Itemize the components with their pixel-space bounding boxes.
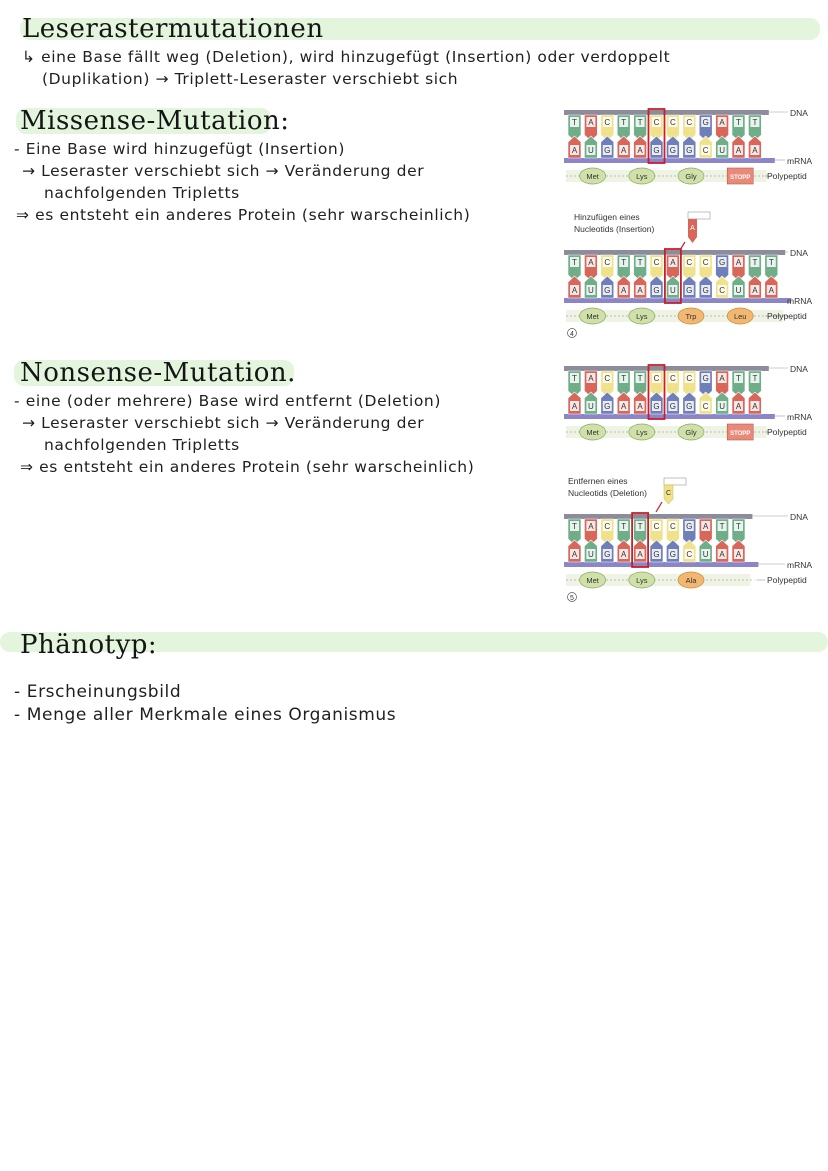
text-line: - eine (oder mehrere) Base wird entfernt (Deletion): [14, 392, 441, 410]
polypeptid-label: Polypeptid: [767, 575, 807, 585]
text-line: nachfolgenden Tripletts: [44, 436, 240, 454]
mrna-base-letter: A: [735, 402, 742, 411]
dna-base-letter: T: [736, 374, 741, 383]
section-title-phaenotyp: Phänotyp:: [20, 630, 158, 660]
amino-acid-label: Met: [586, 312, 599, 321]
dna-base-letter: T: [736, 522, 741, 531]
dna-base-letter: A: [719, 118, 725, 127]
mrna-base-letter: G: [653, 146, 660, 155]
polypeptid-label: Polypeptid: [767, 171, 807, 181]
dna-base-letter: T: [637, 118, 643, 127]
mrna-base-letter: A: [571, 550, 578, 559]
dna-base-letter: C: [653, 374, 660, 383]
text-line: → Leseraster verschiebt sich → Veränderung der: [22, 162, 425, 180]
dna-base-letter: A: [588, 258, 594, 267]
text-line: → Leseraster verschiebt sich → Veränderung der: [22, 414, 425, 432]
dna-base-letter: C: [604, 118, 611, 127]
dna-base-letter: A: [588, 522, 594, 531]
mrna-base-letter: U: [735, 286, 742, 295]
dna-label: DNA: [790, 364, 808, 374]
dna-base-letter: A: [588, 374, 594, 383]
mrna-base-letter: G: [686, 146, 693, 155]
amino-acid-label: Lys: [636, 312, 648, 321]
mrna-base-letter: G: [669, 550, 677, 559]
dna-base-letter: C: [653, 522, 660, 531]
mrna-base-letter: A: [637, 146, 643, 155]
text-line: - Erscheinungsbild: [14, 682, 182, 702]
removed-base-flag: [664, 478, 686, 485]
mrna-strand: [564, 562, 758, 567]
text-line: - Eine Base wird hinzugefügt (Insertion): [14, 140, 346, 158]
deletion-arrow: [656, 502, 662, 512]
dna-base-letter: T: [572, 258, 577, 267]
dna-base-letter: T: [621, 522, 627, 531]
mrna-base-letter: A: [752, 402, 758, 411]
mrna-base-letter: A: [735, 550, 742, 559]
figure-insertion: [560, 208, 820, 346]
dna-base-letter: C: [604, 258, 611, 267]
mrna-base-letter: A: [637, 550, 643, 559]
amino-acid-label: Met: [586, 428, 599, 437]
mrna-strand: [564, 158, 775, 163]
dna-base-letter: C: [686, 258, 693, 267]
insertion-caption-line-2: Nucleotids (Insertion): [574, 224, 655, 234]
mrna-base-letter: G: [604, 550, 611, 559]
dna-base-letter: T: [621, 118, 627, 127]
inserted-base-flag: [688, 212, 710, 219]
mrna-base-letter: U: [719, 402, 725, 411]
mrna-base-letter: G: [669, 146, 677, 155]
dna-strand: [564, 514, 752, 519]
dna-base-letter: C: [604, 374, 611, 383]
mrna-base-letter: C: [702, 402, 709, 411]
mrna-base-letter: A: [752, 146, 758, 155]
dna-diagram: [560, 358, 820, 458]
amino-acid-label: Ala: [685, 576, 697, 585]
dna-base-letter: C: [686, 374, 693, 383]
dna-label: DNA: [790, 512, 808, 522]
mrna-base-letter: G: [604, 146, 611, 155]
dna-base-letter: T: [637, 522, 643, 531]
mrna-base-letter: U: [670, 286, 676, 295]
mrna-base-letter: G: [604, 402, 611, 411]
mrna-label: mRNA: [787, 560, 813, 570]
dna-label: DNA: [790, 108, 808, 118]
mrna-base-letter: G: [686, 286, 693, 295]
dna-base-letter: T: [572, 374, 577, 383]
mrna-base-letter: A: [621, 286, 627, 295]
stop-codon-label: STOPP: [730, 175, 751, 181]
mrna-base-letter: U: [719, 146, 725, 155]
figure-deletion: [560, 472, 820, 602]
deletion-caption-line-1: Entfernen eines: [568, 476, 628, 486]
mrna-base-letter: A: [571, 146, 578, 155]
amino-acid-label: Lys: [636, 428, 648, 437]
mrna-base-letter: A: [637, 402, 643, 411]
dna-base-letter: A: [670, 258, 676, 267]
dna-base-letter: A: [588, 118, 594, 127]
dna-base-letter: T: [572, 118, 577, 127]
dna-base-letter: T: [752, 118, 758, 127]
amino-acid-label: Gly: [685, 172, 697, 181]
dna-base-letter: T: [719, 522, 725, 531]
mrna-base-letter: A: [621, 402, 627, 411]
mrna-label: mRNA: [787, 412, 813, 422]
amino-acid-label: Lys: [636, 576, 648, 585]
mrna-base-letter: C: [686, 550, 693, 559]
section-title-nonsense: Nonsense-Mutation.: [20, 358, 296, 388]
figure-number: 5: [570, 595, 574, 602]
mrna-base-letter: A: [571, 402, 578, 411]
mrna-label: mRNA: [787, 156, 813, 166]
dna-base-letter: T: [752, 374, 758, 383]
dna-base-letter: C: [686, 118, 693, 127]
dna-base-letter: T: [621, 258, 627, 267]
mrna-base-letter: A: [621, 550, 627, 559]
figure-normal-sequence-1: [560, 100, 820, 205]
mrna-base-letter: U: [702, 550, 709, 559]
dna-base-letter: G: [702, 374, 709, 383]
mrna-base-letter: A: [719, 550, 725, 559]
mrna-base-letter: C: [719, 286, 725, 295]
dna-base-letter: T: [752, 258, 758, 267]
amino-acid-label: Gly: [685, 428, 697, 437]
dna-base-letter: T: [637, 258, 643, 267]
mrna-base-letter: U: [588, 286, 594, 295]
amino-acid-label: Met: [586, 576, 599, 585]
mrna-base-letter: G: [702, 286, 709, 295]
dna-base-letter: T: [637, 374, 643, 383]
dna-base-letter: C: [653, 118, 660, 127]
mrna-base-letter: C: [702, 146, 709, 155]
insertion-caption-line-1: Hinzufügen eines: [574, 212, 640, 222]
dna-base-letter: G: [702, 118, 709, 127]
mrna-label: mRNA: [787, 296, 813, 306]
mrna-base-letter: A: [637, 286, 643, 295]
dna-base-letter: C: [670, 118, 676, 127]
mrna-base-letter: A: [621, 146, 627, 155]
amino-acid-label: Met: [586, 172, 599, 181]
text-line: ⇒ es entsteht ein anderes Protein (sehr warscheinlich): [16, 206, 471, 224]
mrna-base-letter: U: [588, 402, 594, 411]
dna-base-letter: C: [604, 522, 611, 531]
mrna-base-letter: U: [588, 146, 594, 155]
section-title-leseraster: Leserastermutationen: [22, 14, 324, 44]
mrna-base-letter: G: [604, 286, 611, 295]
mrna-base-letter: G: [653, 286, 660, 295]
mrna-base-letter: U: [588, 550, 594, 559]
mrna-base-letter: G: [669, 402, 677, 411]
amino-acid-label: Lys: [636, 172, 648, 181]
dna-diagram: [560, 472, 820, 602]
dna-base-letter: A: [703, 522, 709, 531]
dna-base-letter: C: [653, 258, 660, 267]
figure-normal-sequence-2: [560, 358, 820, 458]
dna-label: DNA: [790, 248, 808, 258]
dna-strand: [564, 250, 785, 255]
mrna-base-letter: A: [752, 286, 758, 295]
polypeptid-label: Polypeptid: [767, 311, 807, 321]
section-title-missense: Missense-Mutation:: [20, 106, 290, 136]
dna-strand: [564, 110, 769, 115]
mrna-base-letter: G: [686, 402, 693, 411]
mrna-base-letter: G: [653, 550, 660, 559]
text-line: - Menge aller Merkmale eines Organismus: [14, 705, 397, 725]
dna-base-letter: C: [670, 374, 676, 383]
dna-base-letter: A: [735, 258, 742, 267]
dna-base-letter: T: [572, 522, 577, 531]
text-line: ↳ eine Base fällt weg (Deletion), wird hinzugefügt (Insertion) oder verdoppelt: [22, 48, 671, 66]
dna-base-letter: C: [670, 522, 676, 531]
dna-base-letter: A: [719, 374, 725, 383]
inserted-base-letter: A: [690, 225, 695, 232]
dna-base-letter: T: [621, 374, 627, 383]
mrna-base-letter: A: [768, 286, 774, 295]
dna-diagram: [560, 208, 820, 346]
mrna-base-letter: A: [735, 146, 742, 155]
dna-base-letter: C: [702, 258, 709, 267]
mrna-base-letter: A: [571, 286, 578, 295]
text-line: ⇒ es entsteht ein anderes Protein (sehr warscheinlich): [20, 458, 475, 476]
dna-base-letter: G: [718, 258, 726, 267]
amino-acid-label: Trp: [685, 312, 697, 321]
deletion-caption-line-2: Nucleotids (Deletion): [568, 488, 647, 498]
figure-number: 4: [570, 331, 574, 338]
polypeptid-label: Polypeptid: [767, 427, 807, 437]
mrna-strand: [564, 414, 775, 419]
mrna-base-letter: G: [653, 402, 660, 411]
dna-diagram: [560, 100, 820, 205]
removed-base-letter: C: [665, 490, 672, 497]
text-line: nachfolgenden Tripletts: [44, 184, 240, 202]
amino-acid-label: Leu: [733, 312, 747, 321]
dna-base-letter: T: [736, 118, 741, 127]
dna-strand: [564, 366, 769, 371]
text-line: (Duplikation) → Triplett-Leseraster verschiebt sich: [42, 70, 459, 88]
dna-base-letter: G: [686, 522, 693, 531]
stop-codon-label: STOPP: [730, 431, 751, 437]
dna-base-letter: T: [768, 258, 774, 267]
